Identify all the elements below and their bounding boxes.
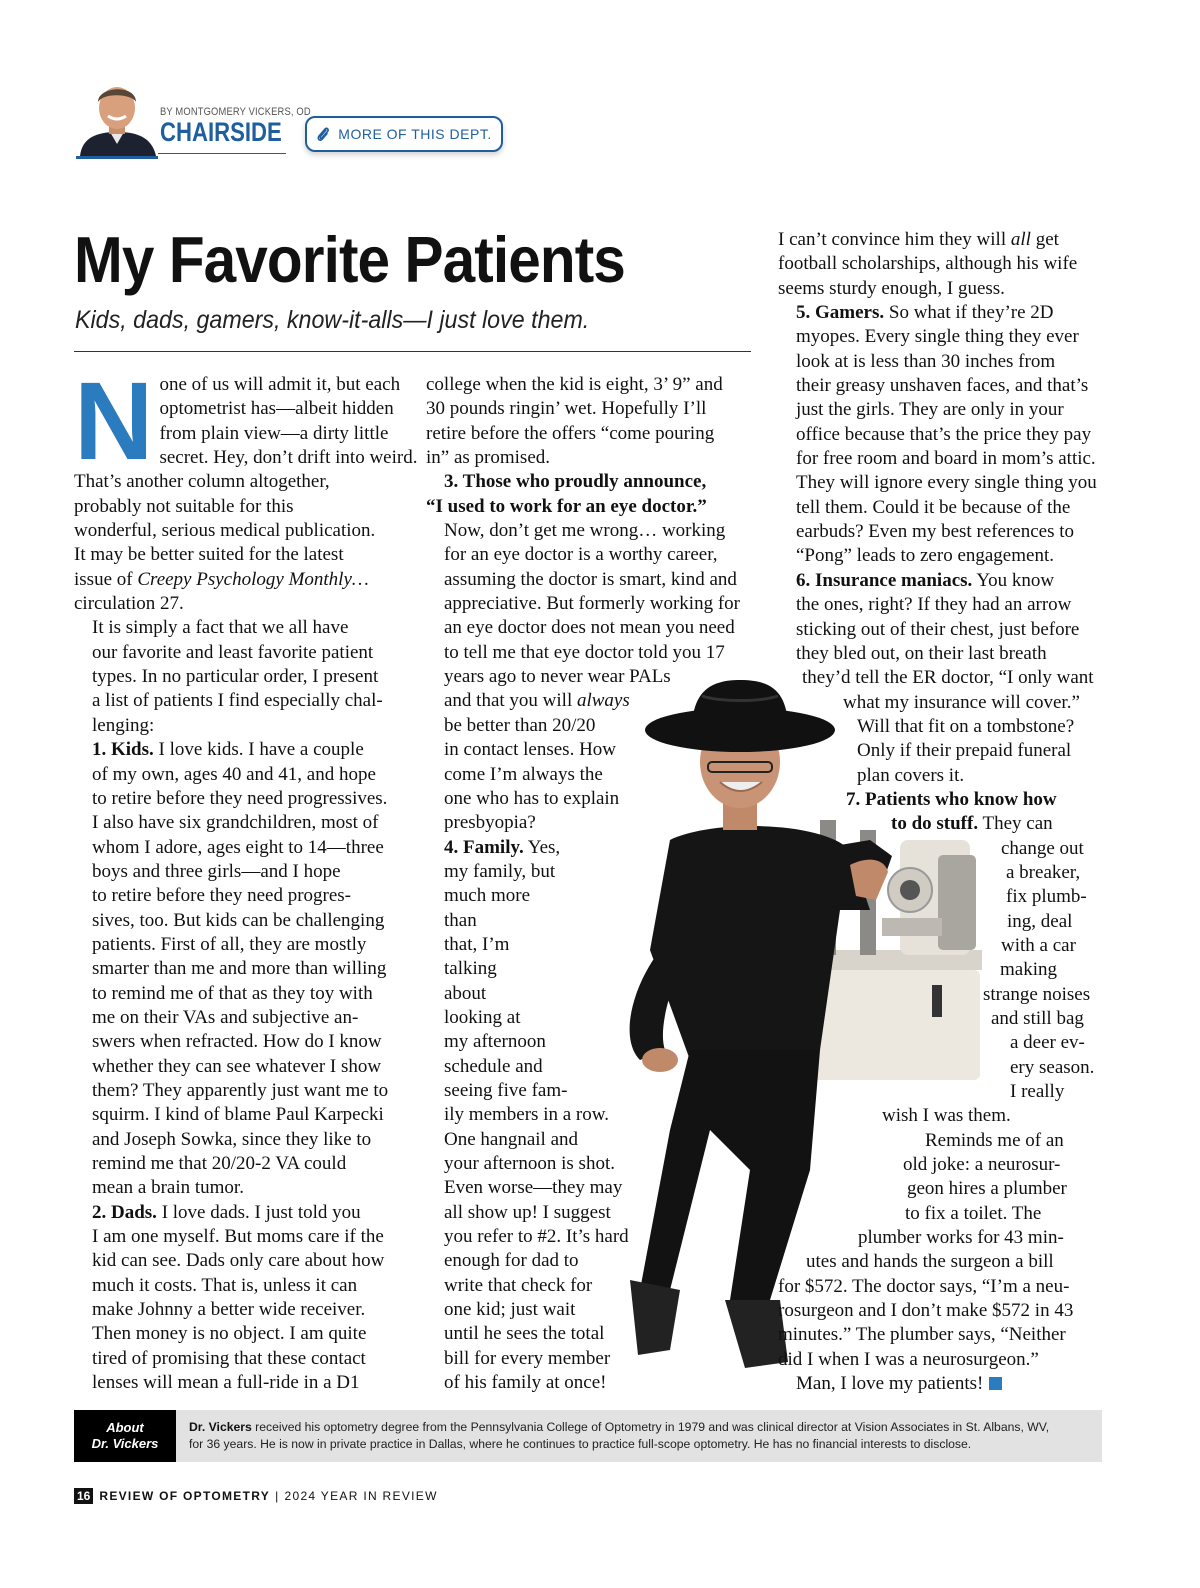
text-line: write that check for (444, 1274, 593, 1296)
text-line: just the girls. They are only in your (796, 399, 1064, 421)
about-author-label (74, 1410, 176, 1462)
author-name: Dr. Vickers (189, 1420, 252, 1434)
text-line: in contact lenses. How (444, 739, 617, 761)
text-line: utes and hands the surgeon a bill (806, 1251, 1054, 1273)
section-family (426, 836, 756, 1396)
magazine-title: Creepy Psychology Monthly… (137, 568, 369, 590)
text-line: I really (1010, 1081, 1065, 1103)
text-line (74, 568, 404, 592)
byline-divider (158, 153, 286, 154)
text-line: a list of patients I find especially chal- (92, 690, 383, 712)
section-heading: to do stuff. (891, 813, 979, 835)
section-heading: 7. Patients who know how (846, 788, 1057, 810)
text-line: for an eye doctor is a worthy career, (444, 544, 718, 566)
text-line: with a car (1001, 934, 1076, 956)
page-number: 16 (74, 1488, 93, 1504)
text-line: about (444, 982, 487, 1004)
text-line: their greasy unshaven faces, and that’s (796, 375, 1089, 397)
text-line: football scholarships, although his wife (778, 253, 1078, 275)
joke-paragraph (778, 1129, 1108, 1372)
text-line: in” as promised. (426, 447, 551, 469)
text-line: what my insurance will cover.” (843, 691, 1080, 713)
text-line: a deer ev- (1010, 1032, 1085, 1054)
page-footer (74, 1488, 438, 1504)
text-line: mean a brain tumor. (92, 1177, 244, 1199)
more-of-this-dept-button[interactable] (305, 116, 503, 152)
text-line: ing, deal (1007, 910, 1073, 932)
text-line: circulation 27. (74, 593, 184, 615)
publication-name: REVIEW OF OPTOMETRY (99, 1489, 271, 1503)
text-line: It may be better suited for the latest (74, 544, 344, 566)
about-text-line (189, 1419, 1090, 1436)
text-line: much it costs. That is, unless it can (92, 1274, 358, 1296)
emphasis: all (1010, 229, 1031, 250)
about-text-line: for 36 years. He is now in private practice in Dallas, where he continues to practice full-scope optometry. He has no financial interests to disclose. (189, 1437, 972, 1451)
text-line: assuming the doctor is smart, kind and (444, 568, 737, 590)
text-line: 30 pounds ringin’ wet. Hopefully I’ll (426, 398, 707, 420)
section-know-how (778, 788, 1108, 1129)
text-line: office because that’s the price they pay (796, 423, 1092, 445)
text-line: Will that fit on a tombstone? (857, 715, 1075, 737)
about-label-line: About (106, 1420, 144, 1435)
text-line: for free room and board in mom’s attic. (796, 448, 1096, 470)
text-line: my family, but (444, 860, 556, 882)
text-line: for $572. The doctor says, “I’m a neu- (778, 1275, 1070, 1297)
text-line: one kid; just wait (444, 1299, 576, 1321)
text-fragment: I love kids. I have a couple (153, 739, 364, 761)
text-line: old joke: a neurosur- (903, 1154, 1061, 1176)
text-line: remind me that 20/20-2 VA could (92, 1153, 347, 1174)
text-line: types. In no particular order, I present (92, 666, 379, 688)
text-line: geon hires a plumber (907, 1178, 1067, 1200)
text-fragment: You know (972, 569, 1055, 591)
text-line: “Pong” leads to zero engagement. (796, 545, 1054, 567)
text-line: whether they can see whatever I show (92, 1055, 382, 1077)
text-line: I also have six grandchildren, most of (92, 812, 379, 834)
text-line: One hangnail and (444, 1128, 579, 1150)
emphasis: always (576, 690, 630, 712)
department-name: CHAIRSIDE (160, 117, 282, 147)
text-line: you refer to #2. It’s hard (444, 1226, 629, 1248)
text-line: swers when refracted. How do I know (92, 1031, 382, 1053)
text-line: to retire before they need progressives. (92, 787, 388, 809)
text-line: That’s another column altogether, (74, 471, 330, 493)
footer-separator: | (275, 1489, 280, 1503)
text-line: to fix a toilet. The (905, 1202, 1042, 1224)
drop-cap: N (74, 360, 154, 483)
text-line: ily members in a row. (444, 1104, 609, 1126)
text-fragment: They can (978, 813, 1053, 835)
text-line (778, 228, 1108, 252)
text-line: seeing five fam- (444, 1079, 568, 1101)
text-line: that, I’m (444, 933, 510, 955)
text-line: whom I adore, ages eight to 14—three (92, 836, 384, 858)
text-line: bill for every member (444, 1347, 611, 1369)
text-line: plumber works for 43 min- (858, 1227, 1064, 1249)
section-heading: 1. Kids. (92, 739, 154, 761)
text-line: one who has to explain (444, 787, 620, 809)
article-column-3 (778, 228, 1108, 1397)
text-line: and Joseph Sowka, since they like to (92, 1128, 372, 1150)
text-line: schedule and (444, 1055, 543, 1077)
section-heading: 2. Dads. (92, 1201, 157, 1223)
article-subtitle: Kids, dads, gamers, know-it-alls—I just love them. (75, 306, 590, 334)
end-mark-icon (989, 1377, 1002, 1390)
text-line: earbuds? Even my best references to (796, 521, 1075, 543)
text-line: retire before the offers “come pouring (426, 422, 715, 444)
text-line: them? They apparently just want me to (92, 1079, 389, 1101)
section-heading: “I used to work for an eye doctor.” (426, 495, 707, 517)
about-author-box (176, 1410, 1102, 1462)
text-line: appreciative. But formerly working for (444, 593, 740, 615)
text-line: Reminds me of an (925, 1129, 1064, 1151)
text-fragment: issue of (74, 568, 138, 590)
text-line: presbyopia? (444, 812, 536, 834)
text-line: enough for dad to (444, 1250, 579, 1272)
text-line: one of us will admit it, but each (159, 374, 401, 395)
article-column-2 (426, 373, 756, 1395)
paragraph-continued (778, 228, 1108, 301)
text-line: to retire before they need progres- (92, 885, 352, 907)
text-line: smarter than me and more than willing (92, 958, 387, 980)
text-line: kid can see. Dads only care about how (92, 1250, 385, 1272)
text-fragment: I love dads. I just told you (156, 1201, 361, 1223)
text-line: It is simply a fact that we all have (92, 617, 349, 639)
text-line: from plain view—a dirty little (159, 422, 389, 444)
text-line: Only if their prepaid funeral (857, 740, 1072, 762)
text-line: squirm. I kind of blame Paul Karpecki (92, 1104, 384, 1126)
text-line: optometrist has—albeit hidden (159, 398, 394, 420)
text-fragment: get (1030, 229, 1059, 250)
text-line: boys and three girls—and I hope (92, 860, 341, 882)
more-button-label: MORE OF THIS DEPT. (338, 126, 492, 142)
text-line (426, 689, 756, 713)
text-line: college when the kid is eight, 3’ 9” and (426, 374, 723, 395)
text-line: tired of promising that these contact (92, 1347, 366, 1369)
section-heading: 5. Gamers. (796, 302, 885, 324)
text-line: an eye doctor does not mean you need (444, 617, 735, 639)
text-line: did I when I was a neurosurgeon.” (778, 1348, 1039, 1370)
text-fragment: Man, I love my patients! (796, 1373, 984, 1395)
text-line (778, 812, 1108, 836)
text-line: our favorite and least favorite patient (92, 641, 374, 663)
section-dads (74, 1201, 404, 1396)
text-line: fix plumb- (1006, 886, 1087, 908)
article-title: My Favorite Patients (74, 223, 625, 296)
about-label-line: Dr. Vickers (91, 1436, 159, 1451)
text-line: plan covers it. (857, 764, 965, 786)
text-line: secret. Hey, don’t drift into weird. (159, 447, 418, 469)
section-kids (74, 738, 404, 1201)
text-line: looking at (444, 1006, 521, 1028)
text-line: Then money is no object. I am quite (92, 1323, 367, 1345)
text-line: They will ignore every single thing you (796, 472, 1097, 494)
text-line: sives, too. But kids can be challenging (92, 909, 385, 931)
text-line: years ago to never wear PALs (444, 666, 671, 688)
text-fragment: Yes, (523, 836, 561, 858)
text-line: until he sees the total (444, 1323, 605, 1345)
text-line: your afternoon is shot. (444, 1153, 615, 1174)
text-line: Now, don’t get me wrong… working (444, 520, 726, 542)
text-line: to tell me that eye doctor told you 17 (444, 641, 725, 663)
section-gamers (778, 301, 1108, 569)
text-line: tell them. Could it be because of the (796, 496, 1071, 518)
article-column-1 (74, 360, 418, 1395)
byline-author: BY MONTGOMERY VICKERS, OD (160, 106, 311, 118)
text-line: strange noises (983, 983, 1091, 1005)
text-fragment: So what if they’re 2D (884, 302, 1054, 324)
section-heading: 6. Insurance maniacs. (796, 569, 973, 591)
text-line: lenses will mean a full-ride in a D1 (92, 1372, 360, 1394)
paperclip-icon (316, 126, 330, 142)
text-line: probably not suitable for this (74, 495, 294, 517)
text-line: I am one myself. But moms care if the (92, 1226, 384, 1248)
text-line: look at is less than 30 inches from (796, 350, 1056, 372)
section-insurance (778, 569, 1108, 788)
section-heading: 4. Family. (444, 836, 524, 858)
text-line: come I’m always the (444, 763, 603, 785)
text-line: they’d tell the ER doctor, “I only want (802, 667, 1094, 689)
text-line: make Johnny a better wide receiver. (92, 1299, 366, 1321)
text-line: of his family at once! (444, 1372, 607, 1394)
paragraph (74, 616, 404, 738)
text-line: sticking out of their chest, just before (796, 618, 1080, 640)
text-line: rosurgeon and I don’t make $572 in 43 (778, 1300, 1074, 1322)
text-line: wish I was them. (882, 1105, 1011, 1127)
text-line: myopes. Every single thing they ever (796, 326, 1079, 348)
text-fragment: and that you will (444, 690, 577, 712)
text-line: of my own, ages 40 and 41, and hope (92, 763, 376, 785)
about-text: received his optometry degree from the Pennsylvania College of Optometry in 1979 and was clinical director at Vision Associates in St. Albans, WV, (251, 1420, 1050, 1434)
author-headshot (76, 78, 158, 159)
text-line: talking (444, 958, 497, 980)
closing-line (778, 1372, 1108, 1396)
text-line: and still bag (991, 1008, 1084, 1029)
text-line: a breaker, (1006, 861, 1081, 883)
section-heading: 3. Those who proudly announce, (444, 471, 707, 493)
text-line: seems sturdy enough, I guess. (778, 277, 1005, 299)
text-line: to remind me of that as they toy with (92, 982, 373, 1004)
text-line: much more (444, 885, 531, 907)
text-line: my afternoon (444, 1031, 546, 1053)
text-line: the ones, right? If they had an arrow (796, 594, 1072, 616)
text-fragment: I can’t convince him they will (778, 229, 1011, 250)
text-line: change out (1001, 837, 1084, 859)
text-line: ery season. (1010, 1056, 1095, 1078)
text-line: all show up! I suggest (444, 1201, 611, 1223)
title-divider (74, 351, 751, 352)
text-line: lenging: (92, 714, 155, 736)
text-line: making (1000, 959, 1057, 981)
intro-paragraph (74, 360, 418, 616)
text-line: minutes.” The plumber says, “Neither (778, 1324, 1066, 1346)
text-line: patients. First of all, they are mostly (92, 933, 367, 955)
issue-name: 2024 YEAR IN REVIEW (284, 1489, 438, 1503)
text-line: they bled out, on their last breath (796, 642, 1047, 664)
text-line: be better than 20/20 (444, 714, 596, 736)
paragraph-continued (426, 373, 756, 470)
section-former-staff (426, 470, 756, 835)
text-line: than (444, 909, 477, 931)
text-line: Even worse—they may (444, 1177, 623, 1199)
text-line: me on their VAs and subjective an- (92, 1006, 359, 1028)
text-line: wonderful, serious medical publication. (74, 520, 376, 542)
